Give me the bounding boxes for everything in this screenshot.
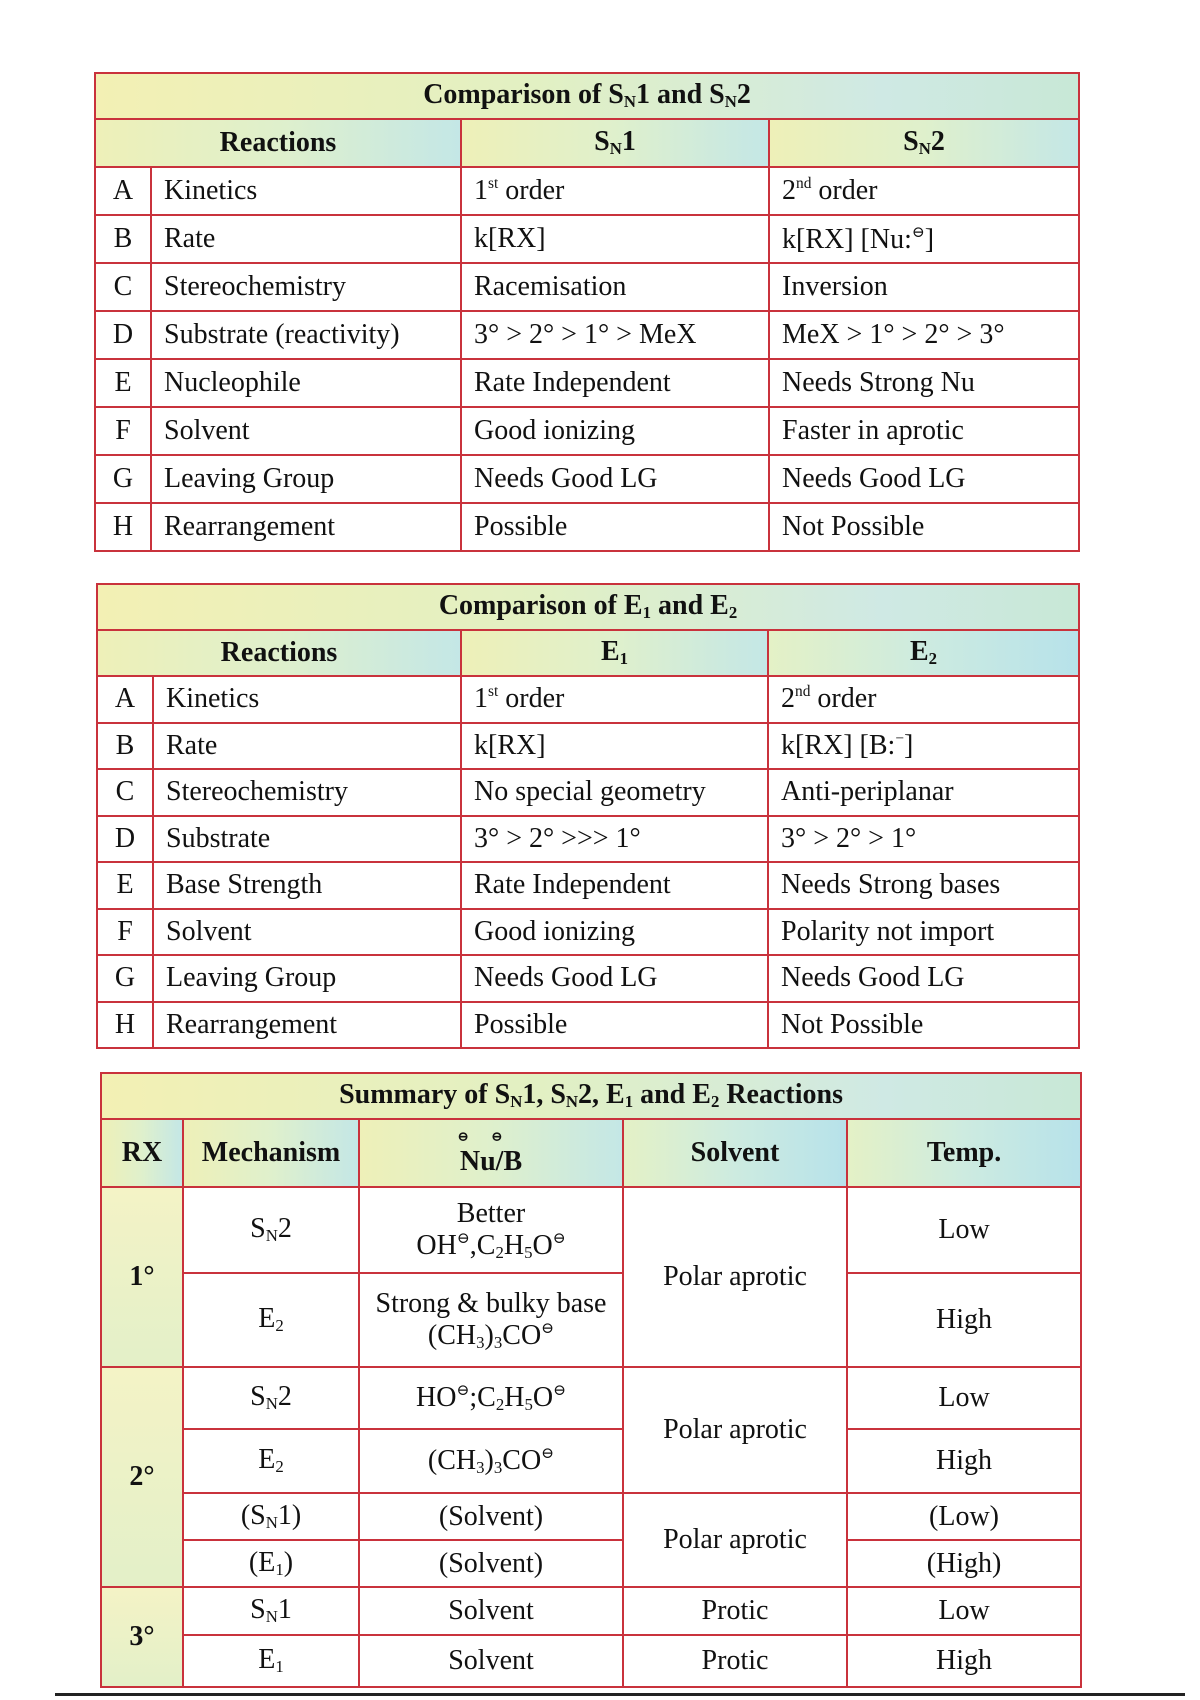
sn2-header: $S_N2$ <box>769 119 1079 167</box>
table-row <box>101 1273 1081 1367</box>
table-title: Summary of $S_N1$, $S_N2$, $E_1$ and $E_2$ Reactions <box>101 1073 1081 1119</box>
value-a-cell: Good ionizing <box>461 407 769 455</box>
property-cell: Solvent <box>151 407 461 455</box>
value-b-cell: Needs Strong bases <box>768 862 1079 909</box>
row-letter: B <box>97 723 153 770</box>
table-row <box>101 1493 1081 1540</box>
value-a-cell: 3° > 2° >>> 1° <box>461 816 768 863</box>
property-cell: Rearrangement <box>151 503 461 551</box>
e2-header: $E_2$ <box>768 630 1079 676</box>
value-a-cell: Possible <box>461 1002 768 1049</box>
row-letter: C <box>97 769 153 816</box>
table-title: Comparison of $S_N1$ and $S_N2$ <box>95 73 1079 119</box>
value-a-cell: Racemisation <box>461 263 769 311</box>
property-cell: Stereochemistry <box>151 263 461 311</box>
value-a-cell: 1st order <box>461 167 769 215</box>
table-row <box>97 676 1079 723</box>
row-letter: F <box>95 407 151 455</box>
property-cell: Leaving Group <box>153 955 461 1002</box>
value-b-cell: MeX > 1° > 2° > 3° <box>769 311 1079 359</box>
value-a-cell: Needs Good LG <box>461 955 768 1002</box>
property-cell: Rate <box>151 215 461 263</box>
table-row <box>101 1587 1081 1635</box>
nu-b-cell: $HO^⊖;C_2H_5O^⊖$ <box>359 1367 623 1429</box>
value-a-cell: 3° > 2° > 1° > MeX <box>461 311 769 359</box>
property-cell: Substrate <box>153 816 461 863</box>
value-b-cell: 2nd order <box>769 167 1079 215</box>
summary-reactions-table <box>100 1072 1082 1688</box>
value-a-cell: No special geometry <box>461 769 768 816</box>
value-a-cell: Rate Independent <box>461 862 768 909</box>
temp-cell: High <box>847 1273 1081 1367</box>
value-a-cell: k[RX] <box>461 215 769 263</box>
table-row <box>101 1429 1081 1493</box>
e1-e2-comparison-table <box>96 583 1080 1049</box>
mechanism-cell: $S_N2$ <box>183 1367 359 1429</box>
mechanism-cell: $E_2$ <box>183 1273 359 1367</box>
row-letter: H <box>97 1002 153 1049</box>
nu-b-cell: Better $OH^⊖,C_2H_5O^⊖$ <box>359 1187 623 1273</box>
value-b-cell: Inversion <box>769 263 1079 311</box>
reactions-header: Reactions <box>97 630 461 676</box>
temp-cell: High <box>847 1635 1081 1687</box>
value-b-cell: 2nd order <box>768 676 1079 723</box>
solvent-header: Solvent <box>623 1119 847 1187</box>
temp-cell: High <box>847 1429 1081 1493</box>
row-letter: D <box>97 816 153 863</box>
value-b-cell: Needs Good LG <box>768 955 1079 1002</box>
table-row <box>95 263 1079 311</box>
property-cell: Stereochemistry <box>153 769 461 816</box>
mechanism-cell: $E_2$ <box>183 1429 359 1493</box>
value-b-cell: k[RX] [B:−] <box>768 723 1079 770</box>
table-row <box>95 407 1079 455</box>
property-cell: Base Strength <box>153 862 461 909</box>
row-letter: G <box>95 455 151 503</box>
table-row <box>97 816 1079 863</box>
table-row <box>95 503 1079 551</box>
nu-b-header: ⊖⊖ Nu/B <box>359 1119 623 1187</box>
property-cell: Kinetics <box>153 676 461 723</box>
nu-b-cell: Solvent <box>359 1587 623 1635</box>
value-b-cell: Polarity not import <box>768 909 1079 956</box>
table-row <box>95 311 1079 359</box>
value-b-cell: Faster in aprotic <box>769 407 1079 455</box>
nu-b-cell: Solvent <box>359 1635 623 1687</box>
row-letter: H <box>95 503 151 551</box>
table-row <box>101 1187 1081 1273</box>
value-b-cell: Needs Good LG <box>769 455 1079 503</box>
sn1-sn2-comparison-table <box>94 72 1080 552</box>
nu-b-cell: (Solvent) <box>359 1540 623 1587</box>
value-a-cell: 1st order <box>461 676 768 723</box>
table-row <box>97 723 1079 770</box>
solvent-cell: Protic <box>623 1587 847 1635</box>
sn1-header: $S_N1$ <box>461 119 769 167</box>
solvent-cell: Polar aprotic <box>623 1367 847 1493</box>
table-row <box>95 167 1079 215</box>
table-row <box>97 955 1079 1002</box>
value-b-cell: 3° > 2° > 1° <box>768 816 1079 863</box>
rx-secondary: 2° <box>101 1367 183 1587</box>
table-row <box>97 909 1079 956</box>
value-b-cell: Anti-periplanar <box>768 769 1079 816</box>
row-letter: D <box>95 311 151 359</box>
e1-header: $E_1$ <box>461 630 768 676</box>
row-letter: B <box>95 215 151 263</box>
nu-b-cell: $(CH_3)_3CO^⊖$ <box>359 1429 623 1493</box>
row-letter: C <box>95 263 151 311</box>
table-row <box>97 1002 1079 1049</box>
value-b-cell: Not Possible <box>769 503 1079 551</box>
table-row <box>101 1635 1081 1687</box>
table-row <box>95 455 1079 503</box>
property-cell: Solvent <box>153 909 461 956</box>
row-letter: E <box>95 359 151 407</box>
reactions-header: Reactions <box>95 119 461 167</box>
table-title: Comparison of $E_1$ and $E_2$ <box>97 584 1079 630</box>
mechanism-cell: $(E_1)$ <box>183 1540 359 1587</box>
row-letter: A <box>97 676 153 723</box>
temp-cell: (Low) <box>847 1493 1081 1540</box>
mechanism-cell: $S_N2$ <box>183 1187 359 1273</box>
table-row <box>97 862 1079 909</box>
value-a-cell: Needs Good LG <box>461 455 769 503</box>
row-letter: G <box>97 955 153 1002</box>
temp-cell: Low <box>847 1587 1081 1635</box>
solvent-cell: Protic <box>623 1635 847 1687</box>
table-row <box>95 215 1079 263</box>
value-b-cell: Not Possible <box>768 1002 1079 1049</box>
temp-cell: Low <box>847 1367 1081 1429</box>
temp-cell: (High) <box>847 1540 1081 1587</box>
table-row <box>97 769 1079 816</box>
nu-b-cell: (Solvent) <box>359 1493 623 1540</box>
property-cell: Kinetics <box>151 167 461 215</box>
solvent-cell: Polar aprotic <box>623 1493 847 1587</box>
table-row <box>101 1367 1081 1429</box>
property-cell: Leaving Group <box>151 455 461 503</box>
value-b-cell: Needs Strong Nu <box>769 359 1079 407</box>
page-bottom-rule <box>55 1693 1185 1696</box>
mechanism-cell: $(S_N1)$ <box>183 1493 359 1540</box>
solvent-cell: Polar aprotic <box>623 1187 847 1367</box>
value-a-cell: k[RX] <box>461 723 768 770</box>
mechanism-cell: $S_N1$ <box>183 1587 359 1635</box>
row-letter: F <box>97 909 153 956</box>
table-row <box>101 1540 1081 1587</box>
property-cell: Substrate (reactivity) <box>151 311 461 359</box>
value-a-cell: Rate Independent <box>461 359 769 407</box>
row-letter: E <box>97 862 153 909</box>
rx-header: RX <box>101 1119 183 1187</box>
property-cell: Rate <box>153 723 461 770</box>
temp-cell: Low <box>847 1187 1081 1273</box>
property-cell: Rearrangement <box>153 1002 461 1049</box>
temp-header: Temp. <box>847 1119 1081 1187</box>
row-letter: A <box>95 167 151 215</box>
nu-b-cell: Strong & bulky base $(CH_3)_3CO^⊖$ <box>359 1273 623 1367</box>
rx-tertiary: 3° <box>101 1587 183 1687</box>
value-b-cell: k[RX] [Nu:⊖] <box>769 215 1079 263</box>
value-a-cell: Possible <box>461 503 769 551</box>
property-cell: Nucleophile <box>151 359 461 407</box>
mechanism-cell: $E_1$ <box>183 1635 359 1687</box>
mechanism-header: Mechanism <box>183 1119 359 1187</box>
rx-primary: 1° <box>101 1187 183 1367</box>
value-a-cell: Good ionizing <box>461 909 768 956</box>
table-row <box>95 359 1079 407</box>
